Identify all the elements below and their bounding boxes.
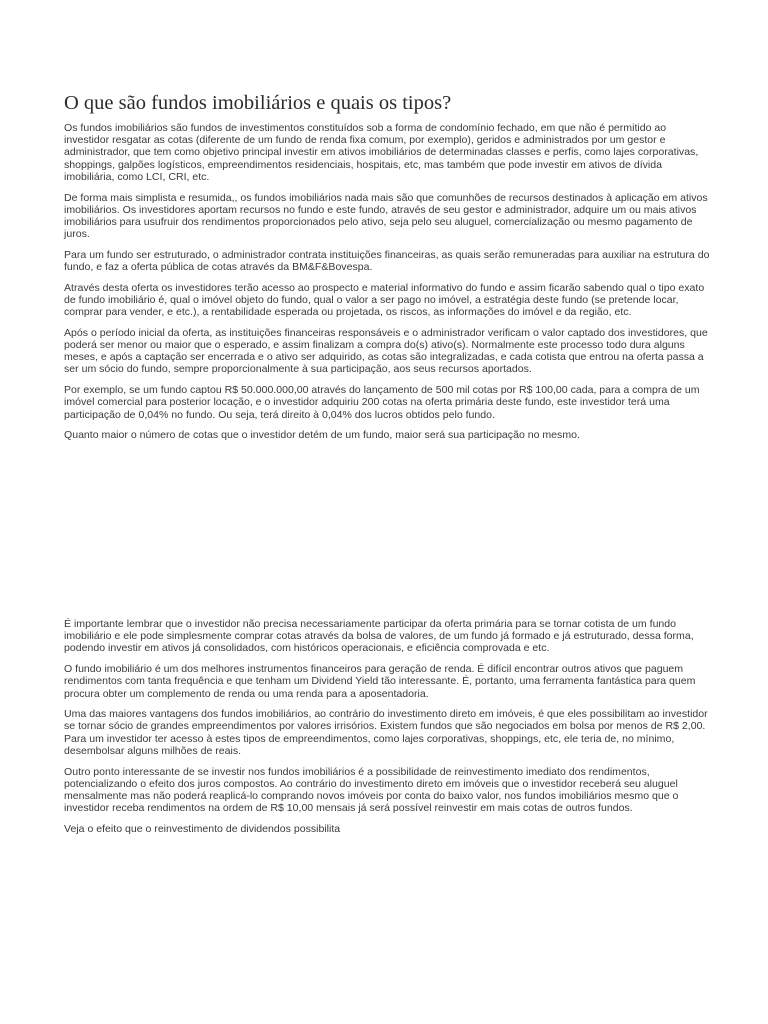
page-title: O que são fundos imobiliários e quais os tipos? (64, 92, 452, 114)
paragraph: Uma das maiores vantagens dos fundos imobiliários, ao contrário do investimento direto em imóveis, é que eles possibilitam ao investidor se tornar sócio de grandes empreendimentos por valores irrisórios. Existem fundos que são negociados em bolsa por menos de R$ 2,00. Para um investidor ter acesso à estes tipos de empreendimentos, como lajes corporativas, shoppings, etc, ele teria de, no mínimo, desembolsar alguns milhões de reais. (64, 708, 708, 757)
paragraph: Quanto maior o número de cotas que o investidor detém de um fundo, maior será sua participação no mesmo. (64, 429, 580, 442)
paragraph: Outro ponto interessante de se investir nos fundos imobiliários é a possibilidade de reinvestimento imediato dos rendimentos, potencializando o efeito dos juros compostos. Ao contrário do investimento direto em imóveis que o investidor receberá seu aluguel mensalmente mas não poderá reaplicá-lo comprando novos imóveis por conta do baixo valor, nos fundos imobiliários mesmo que o investidor receba rendimentos na ordem de R$ 10,00 mensais já será possível reinvestir em mais cotas de outros fundos. (64, 765, 679, 815)
paragraph: Os fundos imobiliários são fundos de investimentos constituídos sob a forma de condomínio fechado, em que não é permitido ao investidor resgatar as cotas (diferente de um fundo de renda fixa comum, por exemplo), geridos e administrados por um gestor e administrador, que tem como objetivo principal investir em ativos imobiliários de determinadas classes e perfis, como lajes corporativas, shoppings, galpões logísticos, empreendimentos residenciais, hospitais, etc, mas também que pode investir em ativos de dívida imobiliária, como LCI, CRI, etc. (64, 122, 699, 183)
text-section-2 (64, 618, 714, 844)
paragraph: É importante lembrar que o investidor não precisa necessariamente participar da oferta primária para se tornar cotista de um fundo imobiliário e ele pode simplesmente comprar cotas através da bolsa de valores, de um fundo já formado e já estruturado, dessa forma, podendo investir em ativos já consolidados, com históricos operacionais, e eficiência comprovada e etc. (64, 618, 694, 655)
paragraph: Para um fundo ser estruturado, o administrador contrata instituições financeiras, as quais serão remuneradas para auxiliar na estrutura do fundo, e faz a oferta pública de cotas através da BM&F&Bovespa. (64, 248, 710, 274)
paragraph: De forma mais simplista e resumida,, os fundos imobiliários nada mais são que comunhões de recursos destinados à aplicação em ativos imobiliários. Os investidores aportam recursos no fundo e este fundo, através de seu gestor e administrador, adquire um ou mais ativos imobiliários para usufruir dos rendimentos proporcionados pelo ativo, seja pelo seu aluguel, comercialização ou mesmo pagamento de juros. (64, 191, 708, 241)
paragraph: Por exemplo, se um fundo captou R$ 50.000.000,00 através do lançamento de 500 mil cotas por R$ 100,00 cada, para a compra de um imóvel comercial para posterior locação, e o investidor adquiriu 200 cotas na oferta primária deste fundo, este investidor terá uma participação de 0,04% no fundo. Ou seja, terá direito à 0,04% dos lucros obtidos pelo fundo. (64, 384, 700, 421)
paragraph: Após o período inicial da oferta, as instituições financeiras responsáveis e o administrador verificam o valor captado dos investidores, que poderá ser menor ou maior que o esperado, e assim finalizam a compra do(s) ativo(s). Normalmente este processo todo dura alguns meses, e após a captação ser encerrada e o ativo ser adquirido, as cotas são integralizadas, e cada cotista que entrou na oferta passa a ser um sócio do fundo, sempre proporcionalmente à sua participação, aos seus recursos aportados. (64, 326, 708, 376)
paragraph: O fundo imobiliário é um dos melhores instrumentos financeiros para geração de renda. É difícil encontrar outros ativos que paguem rendimentos com tanta frequência e que tenham um Dividend Yield tão interessante. É, portanto, uma ferramenta fantástica para quem procura obter um complemento de renda ou uma renda para a aposentadoria. (64, 663, 696, 700)
paragraph: Veja o efeito que o reinvestimento de dividendos possibilita (64, 822, 341, 835)
paragraph: Através desta oferta os investidores terão acesso ao prospecto e material informativo do fundo e assim ficarão sabendo qual o tipo exato de fundo imobiliário é, qual o imóvel objeto do fundo, qual o valor a ser pago no imóvel, a estratégia deste fundo (se pretende locar, comprar para vender, e etc.), a rentabilidade esperada ou projetada, os riscos, as informações do imóvel e da região, etc. (64, 281, 705, 319)
text-section-1 (64, 122, 714, 450)
